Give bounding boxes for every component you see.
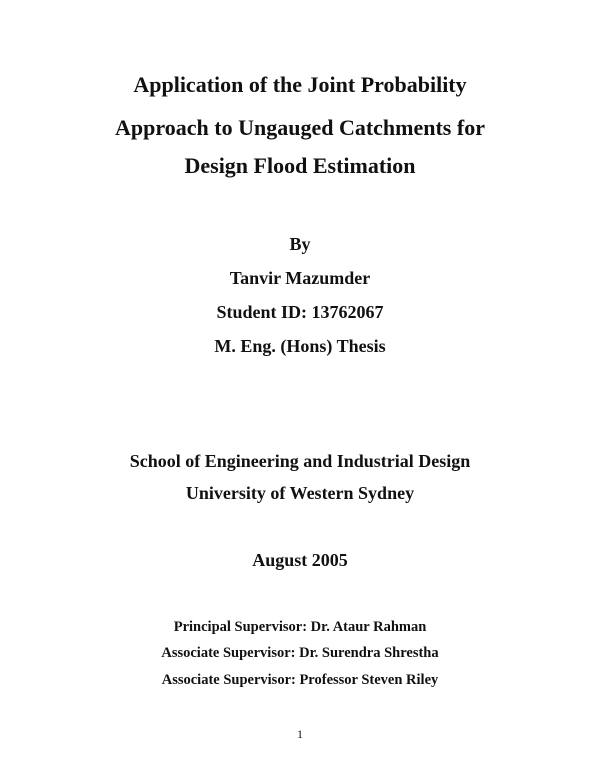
- associate-supervisor-1: Associate Supervisor: Dr. Surendra Shrestha: [161, 645, 439, 661]
- author-name: Tanvir Mazumder: [229, 268, 371, 288]
- university-name: University of Western Sydney: [185, 483, 415, 503]
- title-line-3: Design Flood Estimation: [184, 153, 416, 178]
- student-id: Student ID: 13762067: [216, 302, 384, 322]
- page-number: 1: [297, 727, 303, 741]
- associate-supervisor-2: Associate Supervisor: Professor Steven Riley: [161, 672, 439, 688]
- by-label: By: [289, 234, 311, 254]
- principal-supervisor: Principal Supervisor: Dr. Ataur Rahman: [173, 619, 427, 635]
- submission-date: August 2005: [252, 550, 348, 570]
- school-name: School of Engineering and Industrial Design: [129, 451, 471, 471]
- title-line-1: Application of the Joint Probability: [133, 72, 467, 97]
- degree: M. Eng. (Hons) Thesis: [214, 336, 386, 356]
- title-line-2: Approach to Ungauged Catchments for: [115, 115, 485, 140]
